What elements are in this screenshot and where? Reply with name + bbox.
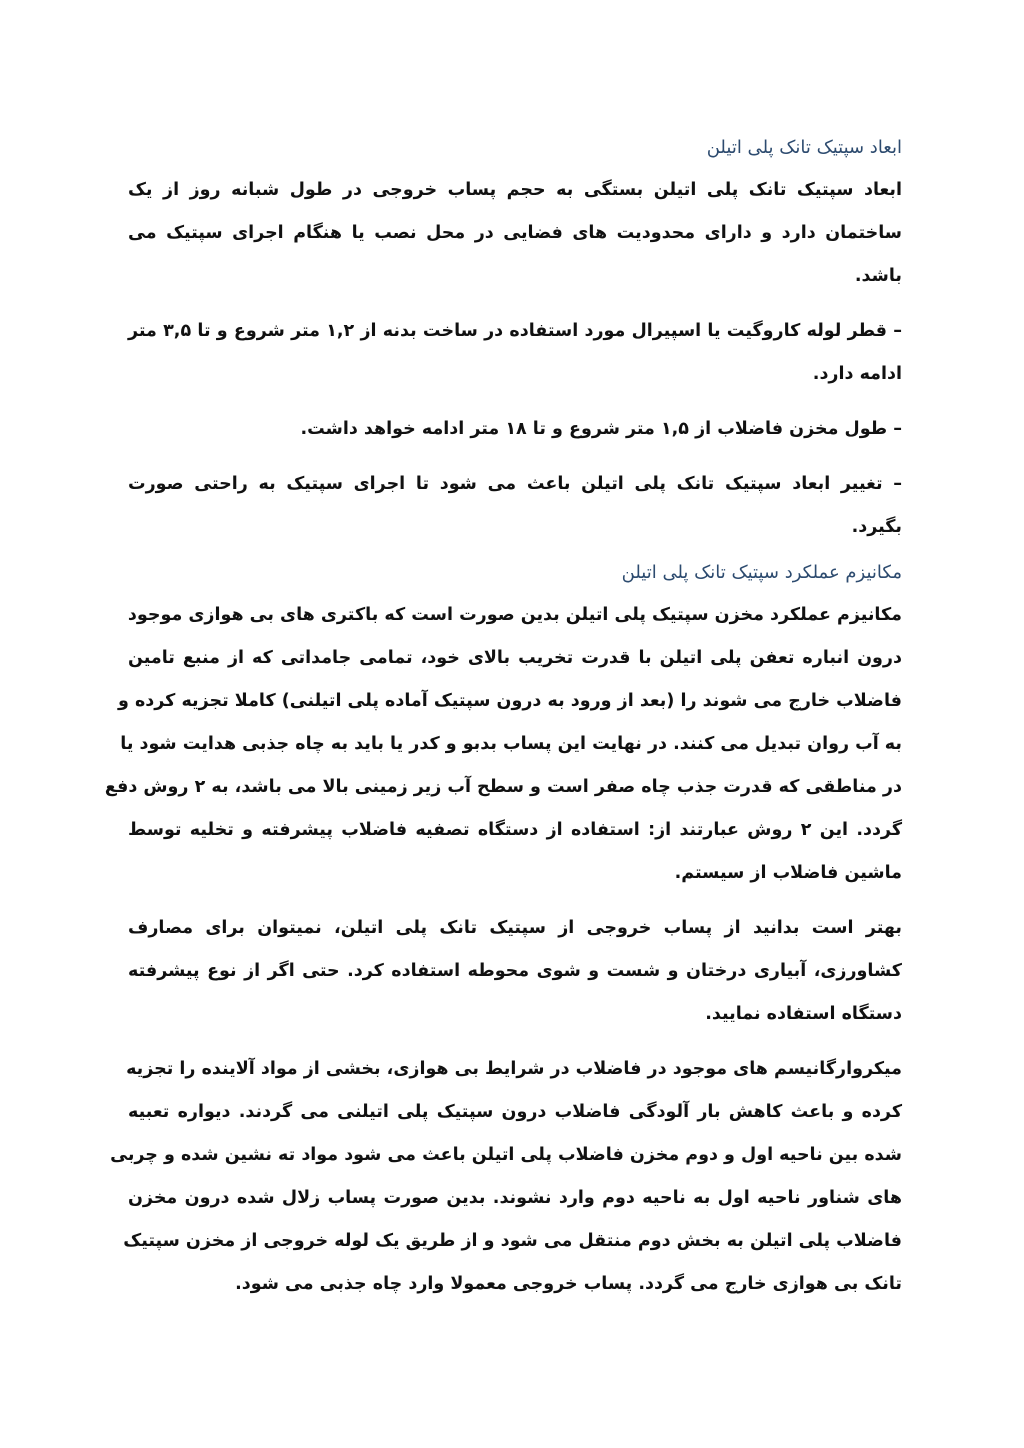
text-line: کرده و باعث کاهش بار آلودگی فاضلاب درون سپتیک پلی اتیلنی می گردند. دیواره تعبیه xyxy=(128,1102,902,1122)
text-line: – تغییر ابعاد سپتیک تانک پلی اتیلن باعث می شود تا اجرای سپتیک به راحتی صورت xyxy=(128,474,902,494)
text-line: ساختمان دارد و دارای محدودیت های فضایی در محل نصب یا هنگام اجرای سپتیک می xyxy=(128,223,902,243)
text-line: ادامه دارد. xyxy=(812,364,902,384)
paragraph xyxy=(128,310,902,396)
text-line: مکانیزم عملکرد مخزن سپتیک پلی اتیلن بدین صورت است که باکتری های بی هوازی موجود xyxy=(127,605,902,625)
text-line: های شناور ناحیه اول به ناحیه دوم وارد نشوند. بدین صورت پساب زلال شده درون مخزن xyxy=(128,1188,902,1208)
paragraph xyxy=(104,594,902,895)
text-line: کشاورزی، آبیاری درختان و شست و شوی محوطه استفاده کرد. حتی اگر از نوع پیشرفته xyxy=(128,961,902,981)
paragraph xyxy=(128,408,902,451)
paragraph xyxy=(128,169,902,298)
text-line: به آب روان تبدیل می کنند. در نهایت این پساب بدبو و کدر یا باید به چاه جذبی هدایت شود یا xyxy=(120,734,902,754)
text-line: درون انباره تعفن پلی اتیلن با قدرت تخریب بالای خود، تمامی جامداتی که از منبع تامین xyxy=(128,648,902,668)
text-line: تانک بی هوازی خارج می گردد. پساب خروجی معمولا وارد چاه جذبی می شود. xyxy=(235,1274,902,1294)
text-line: دستگاه استفاده نمایید. xyxy=(705,1004,902,1024)
text-line: ابعاد سپتیک تانک پلی اتیلن بستگی به حجم پساب خروجی در طول شبانه روز از یک xyxy=(128,180,902,200)
section-heading: مکانیزم عملکرد سپتیک تانک پلی اتیلن xyxy=(621,562,902,583)
text-line: شده بین ناحیه اول و دوم مخزن فاضلاب پلی اتیلن باعث می شود مواد ته نشین شده و چربی xyxy=(110,1145,902,1165)
paragraph xyxy=(110,1048,902,1306)
paragraph xyxy=(128,463,902,549)
section-heading: ابعاد سپتیک تانک پلی اتیلن xyxy=(706,137,902,158)
text-line: فاضلاب خارج می شوند را (بعد از ورود به درون سپتیک آماده پلی اتیلنی) کاملا تجزیه کرده و xyxy=(118,691,902,711)
paragraph xyxy=(128,907,902,1036)
section2-section xyxy=(104,551,902,1306)
text-line: ماشین فاضلاب از سیستم. xyxy=(674,863,902,883)
text-line: بهتر است بدانید از پساب خروجی از سپتیک تانک پلی اتیلن، نمیتوان برای مصارف xyxy=(128,918,902,938)
text-line: میکروارگانیسم های موجود در فاضلاب در شرایط بی هوازی، بخشی از مواد آلاینده را تجزیه xyxy=(126,1059,902,1079)
text-line: فاضلاب پلی اتیلن به بخش دوم منتقل می شود و از طریق یک لوله خروجی از مخزن سپتیک xyxy=(123,1231,902,1251)
text-line: گردد. این ۲ روش عبارتند از: استفاده از دستگاه تصفیه فاضلاب پیشرفته و تخلیه توسط xyxy=(128,820,902,840)
document-page xyxy=(104,126,902,1318)
text-line: باشد. xyxy=(854,266,902,286)
text-line: – طول مخزن فاضلاب از ۱,۵ متر شروع و تا ۱۸ متر ادامه خواهد داشت. xyxy=(300,419,902,439)
text-line: – قطر لوله کاروگیت یا اسپیرال مورد استفاده در ساخت بدنه از ۱,۲ متر شروع و تا ۳,۵ متر xyxy=(128,321,902,341)
text-line: در مناطقی که قدرت جذب چاه صفر است و سطح آب زیر زمینی بالا می باشد، به ۲ روش دفع xyxy=(104,777,902,797)
text-line: بگیرد. xyxy=(851,517,902,537)
section1-section xyxy=(128,126,902,549)
